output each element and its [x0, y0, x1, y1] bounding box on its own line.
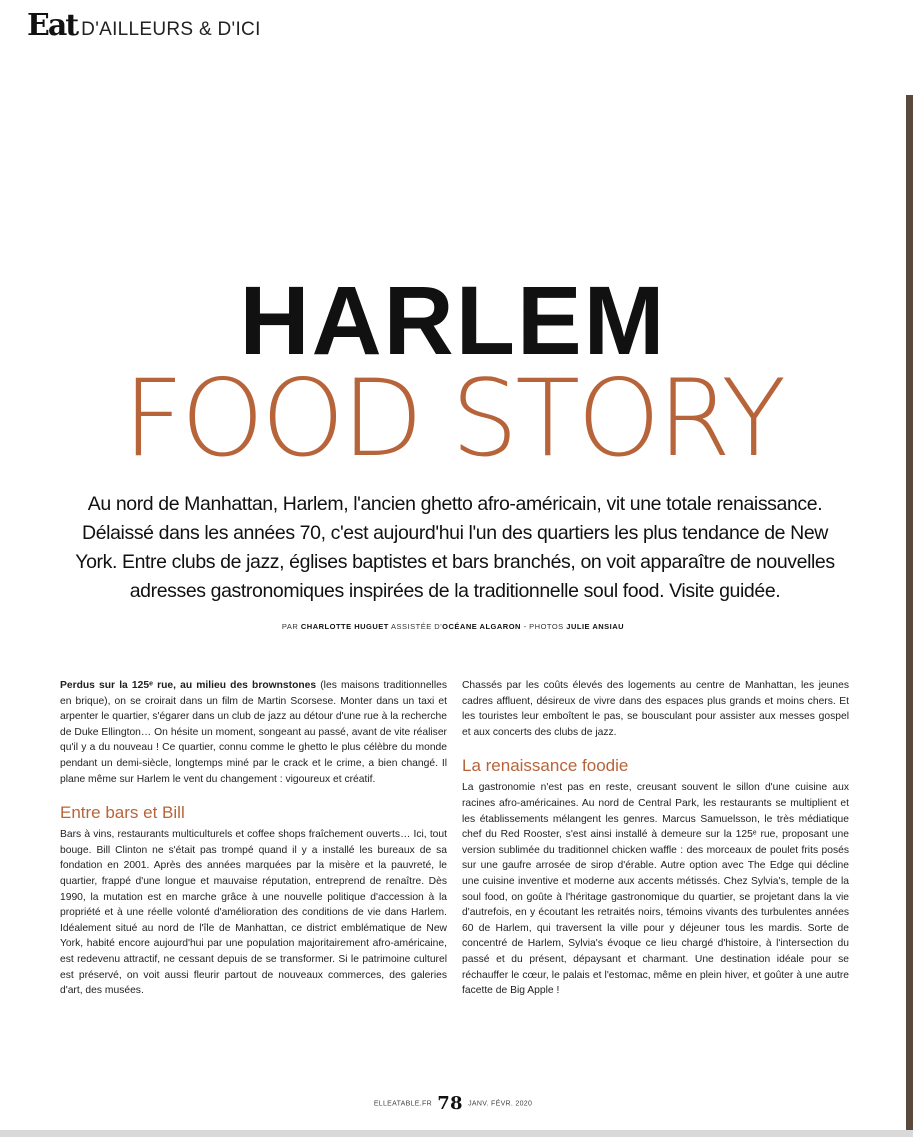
body-paragraph-right: La gastronomie n'est pas en reste, creusant souvent le sillon d'une cuisine aux racines afro-américaines. Au nord de Central Park, les restaurants se multiplient et les établissements mélangent les genres. Marcus Samuelsson, le très médiatique chef du Red Rooster, s'est ainsi installé à demeure sur la 125ᵉ rue, proposant une version sublimée du traditionnel chicken waffle : des morceaux de poulet frits posés sur une gaufre arrosée de sirop d'érable. Autre option avec The Edge qui décline une cuisine inventive et moderne aux accents métissés. Chez Sylvia's, temple de la soul food, on goûte à l'héritage gastronomique du quartier, se projetant dans la vie d'autrefois, en y écoutant les retraités noirs, témoins vivants des turbulentes années 60 de Harlem, qui traversent la ville pour y déjeuner tous les mardis. Sorte de concentré de Harlem, Sylvia's évoque ce lieu chargé d'histoire, à l'intersection du passé et du présent, dépaysant et charmant. Une destination idéale pour se réchauffer le cœur, le palais et l'estomac, même en plein hiver, et goûter à une autre facette de Big Apple !: [462, 782, 849, 997]
byline-assist: ASSISTÉE D': [391, 622, 443, 631]
adjacent-page-edge: [906, 95, 913, 1137]
byline-photos: - PHOTOS: [523, 622, 564, 631]
section-rubric: D'AILLEURS & D'ICI: [81, 19, 261, 40]
byline-assistant: OCÉANE ALGARON: [442, 622, 521, 631]
byline: [0, 622, 906, 631]
headline-harlem: HARLEM: [239, 266, 667, 375]
eat-logo: Eat: [27, 8, 78, 43]
right-intro-paragraph: Chassés par les coûts élevés des logements au centre de Manhattan, les jeunes cadres affluent, désireux de vivre dans des espaces plus grands et moins chers. Et les touristes leur emboîtent le pas, se bousculant pour assister aux messes gospel et aux concerts des clubs de jazz.: [462, 680, 849, 738]
byline-photographer: JULIE ANSIAU: [566, 622, 625, 631]
byline-author: CHARLOTTE HUGUET: [300, 622, 389, 631]
intro-paragraph: [60, 678, 447, 787]
body-paragraph-left: Bars à vins, restaurants multiculturels et coffee shops fraîchement ouverts… Ici, tout bouge. Bill Clinton ne s'était pas trompé quand il y a installé les bureaux de sa fondation en 2001. Après des années marquées par la misère et la pauvreté, le quartier, frappé d'une longue et mauvaise réputation, entreprend de renaître. Dès 1990, la mutation est en marche grâce à une nouvelle politique d'accession à la propriété et à une réelle volonté d'amélioration des conditions de vie dans Harlem. Idéalement situé au nord de l'île de Manhattan, ce district emblématique de New York, habité encore aujourd'hui par une population majoritairement afro-américaine, est redevenu attractif, ne cessant depuis de se transformer. Si le patrimoine culturel est préservé, on voit aussi fleurir partout de nouveaux commerces, des galeries d'art, des musées.: [60, 829, 447, 997]
page-shadow-edge: [0, 1130, 913, 1137]
article-column-left: [60, 678, 447, 999]
page-number: 78: [437, 1093, 463, 1114]
intro-text: (les maisons traditionnelles en brique), on se croirait dans un film de Martin Scorsese. Monter dans un taxi et arpenter le quartier, s'égarer dans un club de jazz au détour d'une rue à la recherche de Duke Ellington… On hésite un moment, songeant au passé, avant de vite réaliser qu'il y a du nouveau ! Ce quartier, connu comme le ghetto le plus célèbre du monde pendant un demi-siècle, longtemps miné par le crack et le crime, a bien changé. Il plane même sur Harlem le vent du changement : vigoureux et créatif.: [60, 680, 447, 785]
headline-food-story: FOOD STORY: [122, 357, 784, 480]
subheading-renaissance-foodie: La renaissance foodie: [462, 756, 629, 776]
standfirst: Au nord de Manhattan, Harlem, l'ancien ghetto afro-américain, vit une totale renaissance. Délaissé dans les années 70, c'est aujourd'hui l'un des quartiers les plus tendance de New York. Entre clubs de jazz, églises baptistes et bars branchés, on voit apparaître de nouvelles adresses gastronomiques inspirées de la traditionnelle soul food. Visite guidée.: [75, 493, 835, 602]
footer-site: ELLEATABLE.FR: [373, 1100, 432, 1108]
intro-lead-in: Perdus sur la 125ᵉ rue, au milieu des brownstones: [60, 680, 317, 691]
page-footer: [0, 1093, 906, 1114]
byline-par: PAR: [281, 622, 299, 631]
article-column-right: [462, 678, 849, 999]
footer-issue: JANV. FÉVR. 2020: [468, 1100, 533, 1108]
subheading-bars-bill: Entre bars et Bill: [60, 803, 185, 823]
section-header: [27, 8, 261, 43]
